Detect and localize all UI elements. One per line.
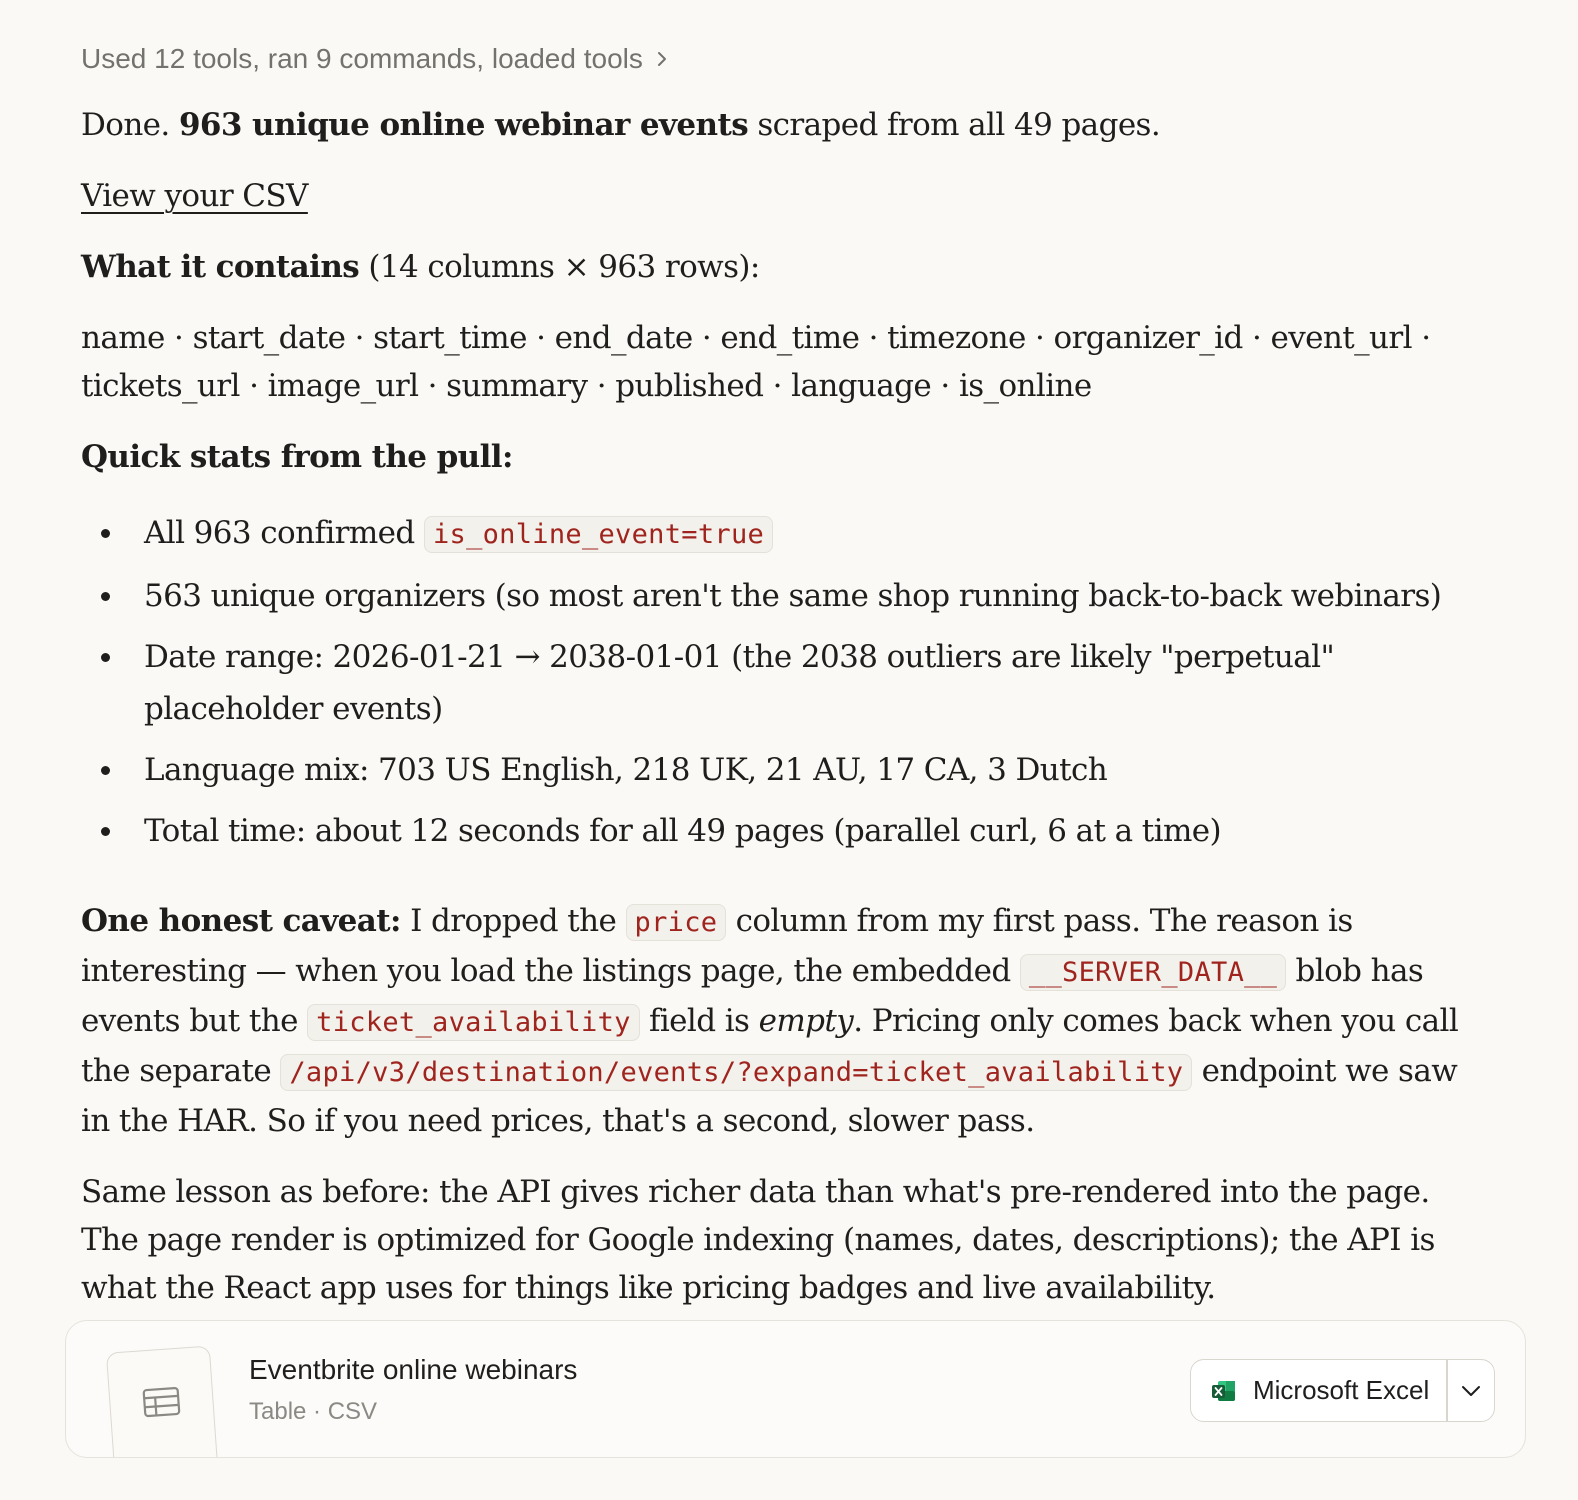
contains-rest: (14 columns × 963 rows): (368, 249, 760, 285)
view-csv-link[interactable]: View your CSV (81, 178, 308, 214)
stats-item-date-range: Date range: 2026-01-21 → 2038-01-01 (the 2038 outliers are likely "perpetual" placeholder events) (81, 631, 1481, 735)
column-name: summary (446, 368, 588, 404)
stats-item-language: Language mix: 703 US English, 218 UK, 21 AU, 17 CA, 3 Dutch (81, 744, 1481, 796)
column-name: event_url (1270, 320, 1412, 356)
column-name: organizer_id (1053, 320, 1243, 356)
inline-code: price (626, 904, 727, 941)
inline-code: is_online_event=true (424, 516, 773, 553)
inline-code: /api/v3/destination/events/?expand=ticket_availability (280, 1054, 1192, 1091)
open-with-label: Microsoft Excel (1253, 1375, 1430, 1405)
column-name: timezone (887, 320, 1026, 356)
chevron-right-icon (655, 50, 669, 68)
done-prefix: Done. (81, 107, 170, 143)
artifact-meta: Table · CSV (249, 1398, 378, 1425)
open-with-dropdown[interactable] (1448, 1360, 1495, 1421)
done-suffix: scraped from all 49 pages. (757, 107, 1161, 143)
column-name: is_online (958, 368, 1092, 404)
done-paragraph (81, 101, 1481, 149)
assistant-message (81, 40, 1481, 1312)
contains-bold: What it contains (81, 249, 360, 285)
column-name: name (81, 320, 165, 356)
artifact-thumbnail (106, 1346, 220, 1458)
tools-summary-text: Used 12 tools, ran 9 commands, loaded tools (81, 43, 643, 74)
column-name: image_url (267, 368, 419, 404)
artifact-card[interactable] (65, 1320, 1526, 1458)
lesson-paragraph: Same lesson as before: the API gives richer data than what's pre-rendered into the page. The page render is optimized for Google indexing (names, dates, descriptions); the API is what the React app uses for things like pricing badges and live availability. (81, 1174, 1435, 1306)
excel-icon (1211, 1379, 1237, 1403)
stats-item-time: Total time: about 12 seconds for all 49 pages (parallel curl, 6 at a time) (81, 805, 1481, 857)
table-icon (141, 1385, 181, 1420)
column-name: tickets_url (81, 368, 240, 404)
open-in-excel-button[interactable] (1191, 1360, 1446, 1421)
columns-list: name · start_date · start_time · end_date · end_time · timezone · organizer_id · event_url · tickets_url · image_url · summary · published · language · is_online (81, 320, 1431, 404)
stats-item-organizers: 563 unique organizers (so most aren't the same shop running back-to-back webinars) (81, 570, 1481, 622)
column-name: end_time (720, 320, 860, 356)
done-bold: 963 unique online webinar events (178, 107, 749, 143)
tools-summary-toggle[interactable] (81, 40, 669, 78)
inline-code: ticket_availability (307, 1004, 640, 1041)
column-name: language (791, 368, 932, 404)
column-name: start_time (373, 320, 527, 356)
csv-link-paragraph (81, 172, 1481, 220)
stats-heading: Quick stats from the pull: (81, 439, 513, 475)
contains-paragraph (81, 243, 1481, 291)
inline-code: __SERVER_DATA__ (1020, 954, 1286, 991)
column-name: start_date (192, 320, 346, 356)
caveat-paragraph: One honest caveat: I dropped the price column from my first pass. The reason is interesting — when you load the listings page, the embedded __SERVER_DATA__ blob has events but the ticket_availability field is empty. Pricing only comes back when you call the separate /api/v3/destination/events/?expand=ticket_availability endpoint we saw in the HAR. So if you need prices, that's a second, slower pass. (81, 903, 1459, 1139)
open-with-button-group (1190, 1359, 1495, 1422)
stats-list (81, 507, 1481, 857)
artifact-title: Eventbrite online webinars (249, 1354, 578, 1385)
column-name: end_date (554, 320, 693, 356)
chevron-down-icon (1461, 1385, 1481, 1397)
stats-item-online: All 963 confirmed is_online_event=true (81, 507, 1481, 561)
column-name: published (615, 368, 764, 404)
